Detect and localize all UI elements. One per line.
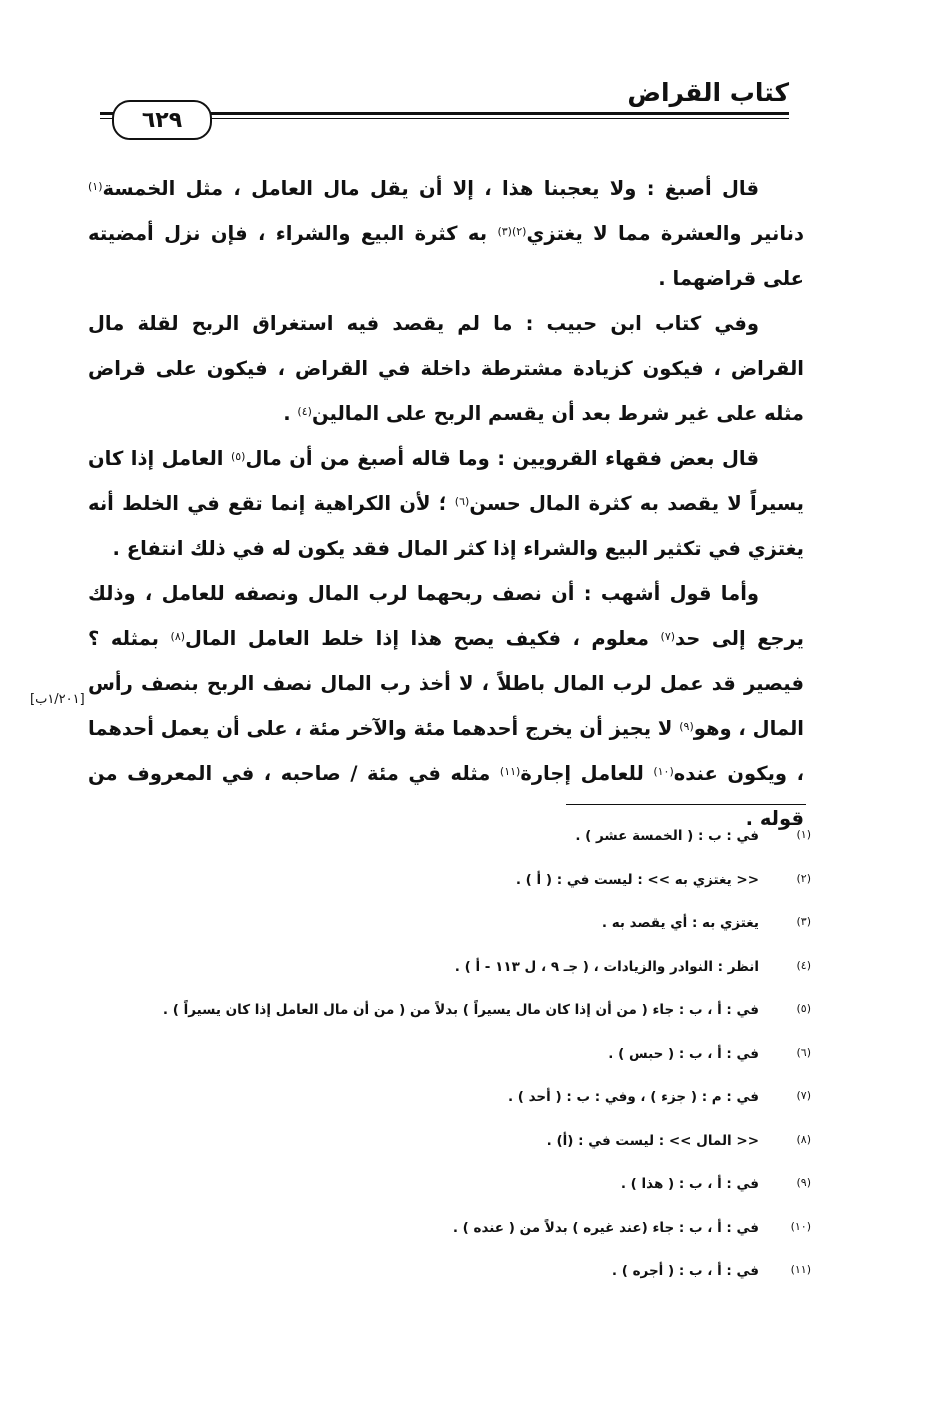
footnote-text: << المال >> : ليست في : (أ) . <box>546 1132 759 1149</box>
footnote-text: في : م : ( جزء ) ، وفي : ب : ( أحد ) . <box>507 1089 759 1105</box>
footnote-number: (٦) <box>796 1045 811 1059</box>
footnote-item <box>111 959 811 1003</box>
footnote-item <box>111 828 811 872</box>
footnote-number: (١٠) <box>790 1219 811 1233</box>
text-run: للعامل إجارة <box>520 762 654 785</box>
footnote-ref: (٤) <box>297 405 312 418</box>
footnote-ref: (٩) <box>679 720 694 733</box>
text-run: معلوم ، فكيف يصح هذا إذا خلط العامل المال <box>185 627 661 650</box>
footnote-number: (٩) <box>796 1176 811 1189</box>
footnote-item <box>111 1133 811 1177</box>
main-text <box>88 166 804 841</box>
text-run: وأما قول أشهب : أن نصف ربحهما لرب المال ونصفه للعامل ، وذلك يرجع إلى حد <box>88 582 804 650</box>
text-run: قال بعض فقهاء القرويين : وما قاله أصبغ من أن مال <box>245 447 759 470</box>
text-run: وفي كتاب ابن حبيب : ما لم يقصد فيه استغراق الربح لقلة مال القراض ، فيكون كزيادة مشترطة داخلة في القراض ، فيكون على قراض مثله على غير شرط بعد أن يقسم الربح على المالين <box>88 312 804 425</box>
footnote-text: في : أ ، ب : ( حبس ) . <box>608 1045 759 1062</box>
text-run: بمثله ؟ فيصير قد عمل لرب المال باطلاً ، لا أخذ رب المال نصف الربح بنصف رأس المال ، وهو <box>88 627 804 740</box>
footnote-number: (٣) <box>796 915 811 928</box>
footnote-ref: (٧) <box>660 630 676 643</box>
footnote-item <box>111 1176 811 1220</box>
running-title: كتاب القراض <box>627 78 789 107</box>
footnote-ref: (١١) <box>499 765 521 778</box>
paragraph-1 <box>88 166 804 301</box>
footnote-text: في : أ ، ب : ( أجره ) . <box>611 1263 759 1279</box>
footnotes <box>111 828 811 1307</box>
footnote-text: في : ب : ( الخمسة عشر ) . <box>575 828 759 844</box>
footnote-text: في : أ ، ب : جاء (عند غيره ) بدلاً من ( عنده ) . <box>452 1219 759 1236</box>
footnote-number: (١) <box>796 828 811 841</box>
footnote-text: << يغتزي به >> : ليست في : ( أ ) . <box>515 871 759 888</box>
manuscript-folio-ref: [١/٢٠١ب] <box>30 692 85 707</box>
footnote-item <box>111 1263 811 1307</box>
footnote-separator <box>566 804 806 805</box>
footnote-number: (٤) <box>796 958 811 972</box>
footnote-number: (٢) <box>796 871 811 885</box>
footnote-text: انظر : النوادر والزيادات ، ( جـ ٩ ، ل ١١٣ - أ ) . <box>454 958 759 975</box>
footnote-item <box>111 1220 811 1264</box>
footnote-item <box>111 1046 811 1090</box>
footnote-number: (٥) <box>796 1002 811 1015</box>
paragraph-3 <box>88 436 804 571</box>
text-run: دنانير والعشرة مما لا يغتزي <box>526 222 804 245</box>
footnote-number: (١١) <box>790 1263 811 1276</box>
page-number: ٦٢٩ <box>112 100 212 140</box>
text-run: . <box>283 402 298 425</box>
footnote-item <box>111 1089 811 1133</box>
footnote-ref: (١) <box>88 180 103 193</box>
text-run: مثله في مئة / صاحبه ، في المعروف من قوله . <box>88 762 804 830</box>
text-run: ؛ لأن الكراهية إنما تقع في الخلط أنه يغتزي في تكثير البيع والشراء إذا كثر المال فقد يكون له في ذلك انتفاع . <box>88 492 804 560</box>
paragraph-2 <box>88 301 804 436</box>
footnote-item <box>111 915 811 959</box>
footnote-item <box>111 872 811 916</box>
footnote-ref: (٢)(٣) <box>497 225 527 238</box>
footnote-text: يغتزي به : أي يقصد به . <box>601 915 759 931</box>
footnote-text: في : أ ، ب : جاء ( من أن إذا كان مال يسيراً ) بدلاً من ( من أن مال العامل إذا كان يسيراً ) . <box>162 1002 759 1018</box>
footnote-ref: (٦) <box>454 495 470 508</box>
footnote-item <box>111 1002 811 1046</box>
text-run: قال أصبغ : ولا يعجبنا هذا ، إلا أن يقل مال العامل ، مثل الخمسة <box>102 177 759 200</box>
text-run: العامل إذا كان يسيراً لا يقصد به كثرة المال حسن <box>88 447 805 515</box>
text-run: به كثرة البيع والشراء ، فإن نزل أمضيته على قراضهما . <box>88 222 804 290</box>
footnote-number: (٧) <box>796 1089 811 1102</box>
footnote-ref: (١٠) <box>653 765 674 778</box>
footnote-ref: (٥) <box>230 450 246 463</box>
footnote-number: (٨) <box>796 1132 811 1146</box>
footnote-text: في : أ ، ب : ( هذا ) . <box>620 1176 759 1192</box>
text-run: لا يجيز أن يخرج أحدهما مئة والآخر مئة ، على أن يعمل أحدهما ، ويكون عنده <box>88 717 804 785</box>
footnote-ref: (٨) <box>170 630 186 643</box>
paragraph-4 <box>88 571 804 841</box>
